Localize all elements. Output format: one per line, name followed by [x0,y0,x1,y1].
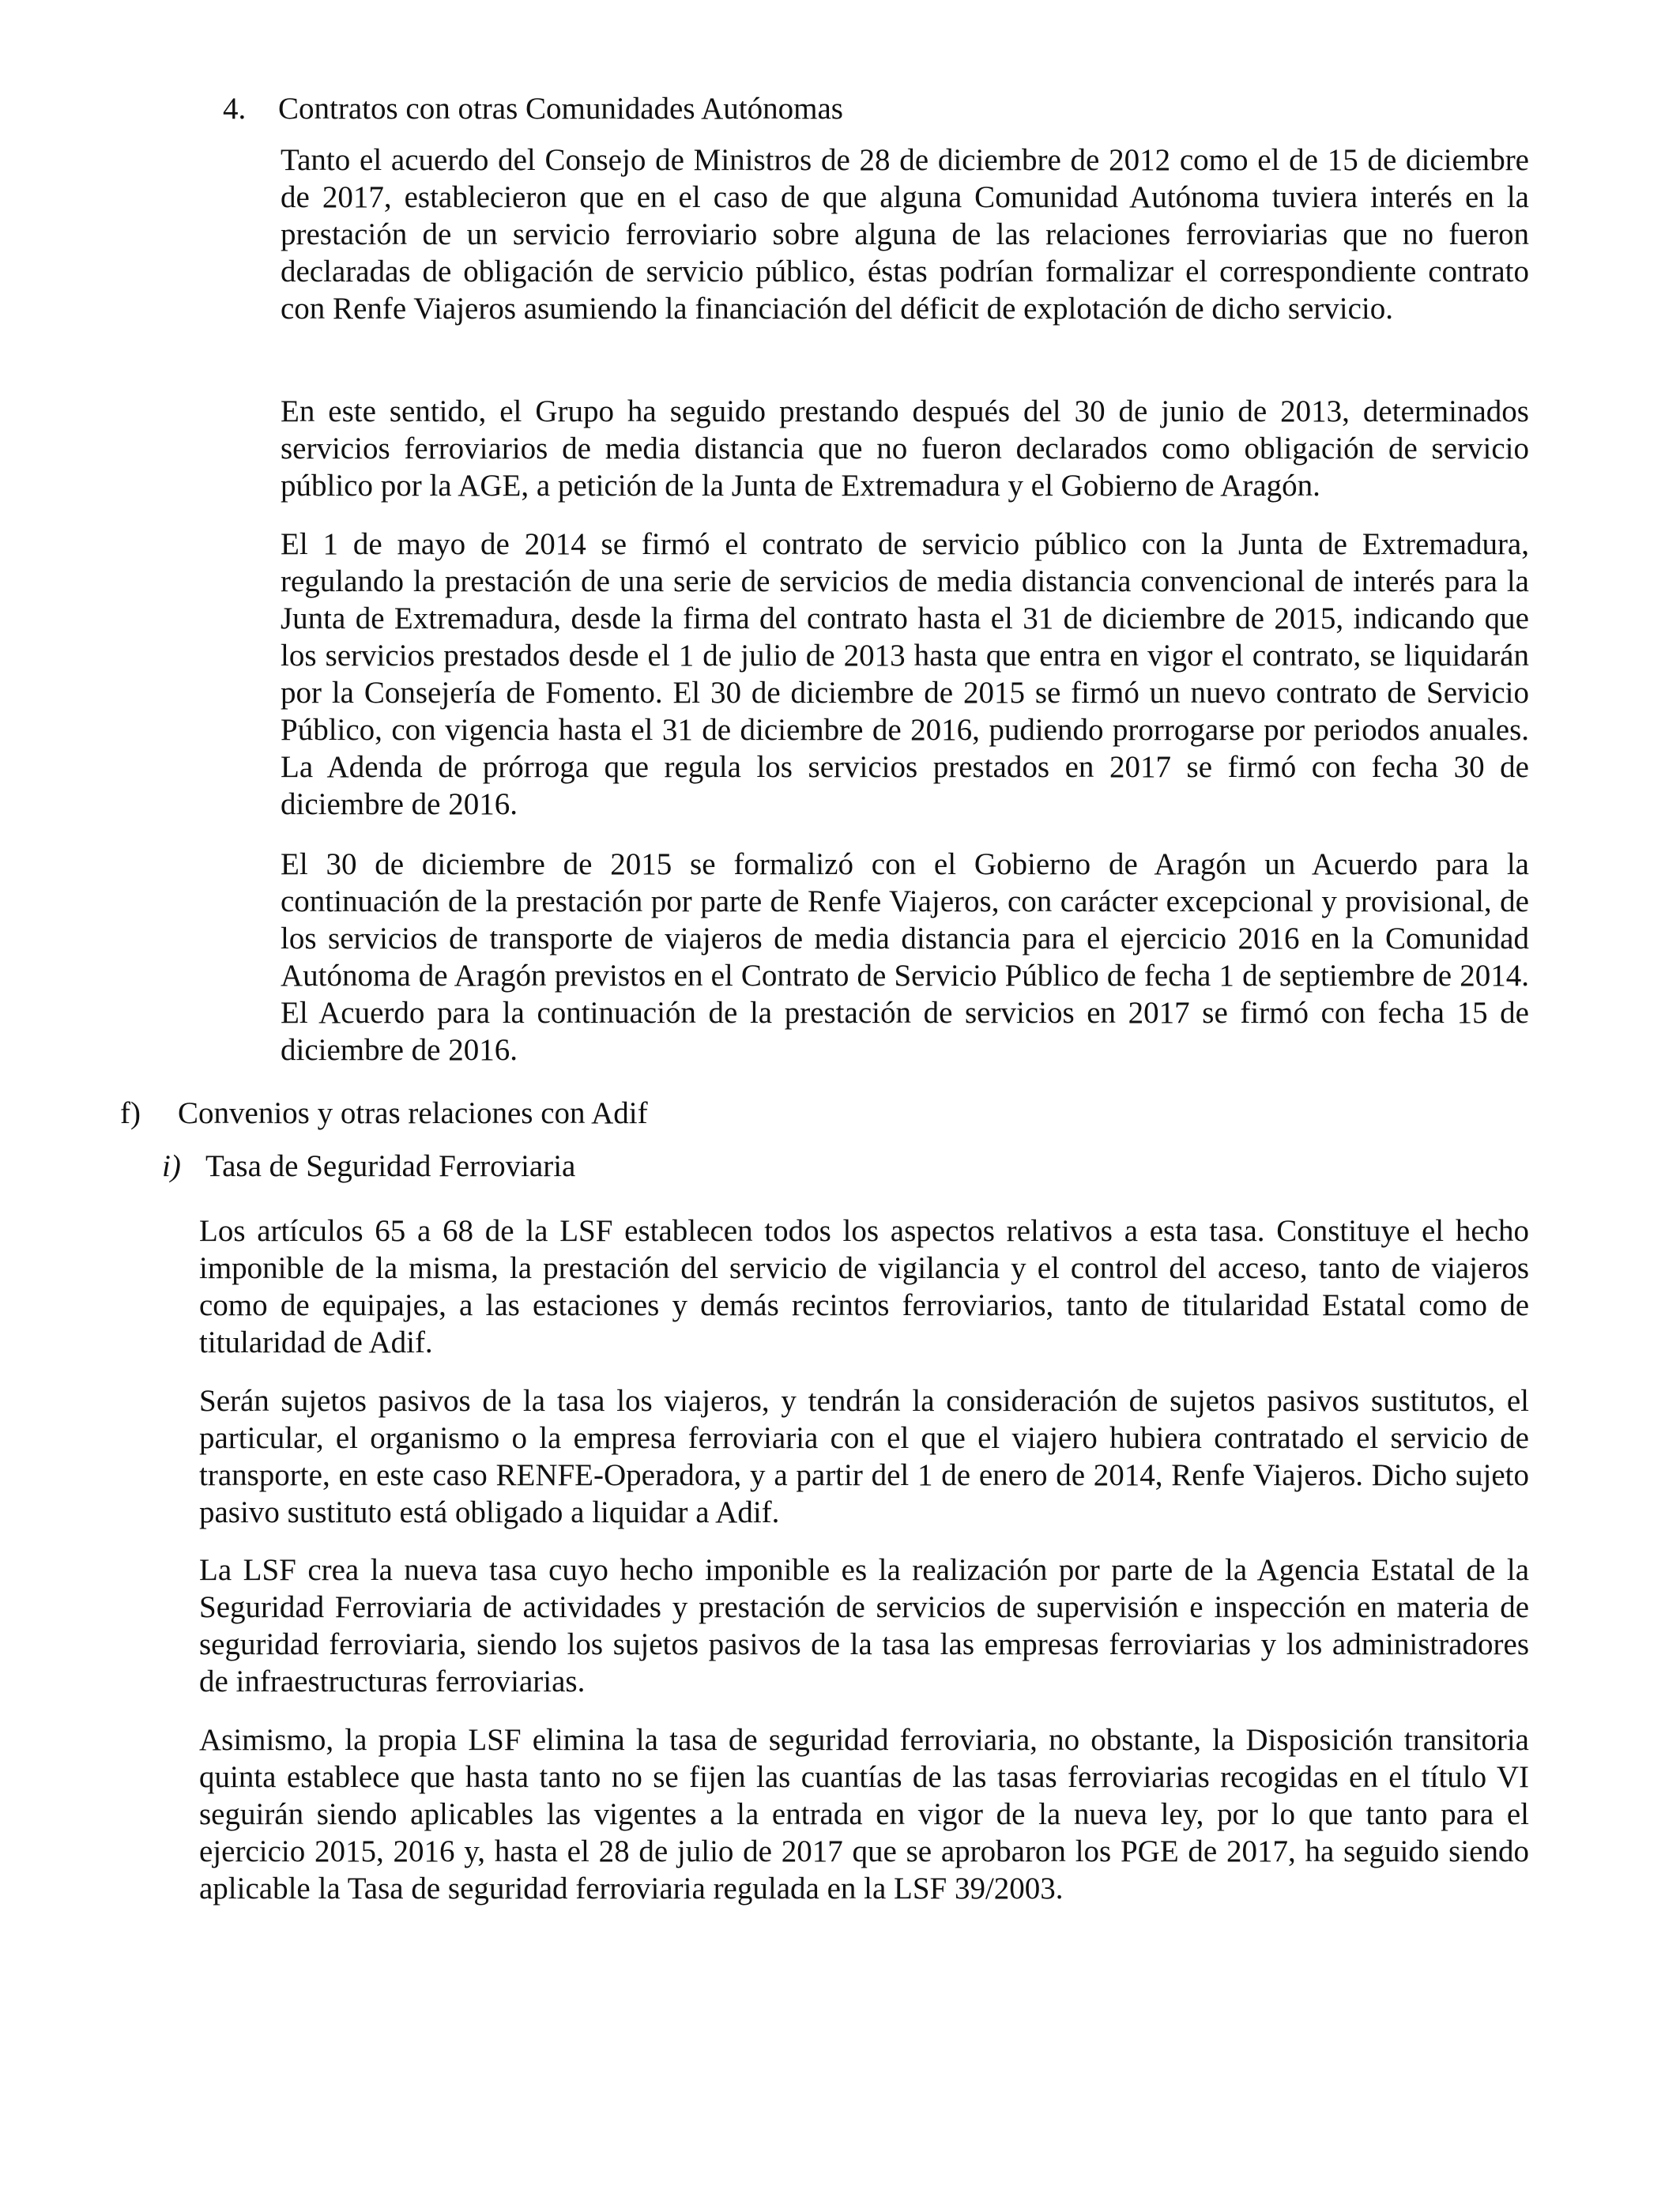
section-f-title: Convenios y otras relaciones con Adif [178,1096,648,1130]
subsection-i-paragraph-3: La LSF crea la nueva tasa cuyo hecho imponible es la realización por parte de la Agencia Estatal de la Seguridad Ferroviaria de actividades y prestación de servicios de supervisión e inspección en materia de seguridad ferroviaria, siendo los sujetos pasivos de la tasa las empresas ferroviarias y los administradores de infraestructuras ferroviarias. [199,1553,1529,1698]
subsection-i-paragraph-1: Los artículos 65 a 68 de la LSF establecen todos los aspectos relativos a esta tasa. Constituye el hecho imponible de la misma, la prestación del servicio de vigilancia y el control del acceso, tanto de viajeros como de equipajes, a las estaciones y demás recintos ferroviarios, tanto de titularidad Estatal como de titularidad de Adif. [199,1214,1529,1359]
section-4-paragraph-3: El 1 de mayo de 2014 se firmó el contrato de servicio público con la Junta de Extremadura, regulando la prestación de una serie de servicios de media distancia convencional de interés para la Junta de Extremadura, desde la firma del contrato hasta el 31 de diciembre de 2015, indicando que los servicios prestados desde el 1 de julio de 2013 hasta que entra en vigor el contrato, se liquidarán por la Consejería de Fomento. El 30 de diciembre de 2015 se firmó un nuevo contrato de Servicio Público, con vigencia hasta el 31 de diciembre de 2016, pudiendo prorrogarse por periodos anuales. La Adenda de prórroga que regula los servicios prestados en 2017 se firmó con fecha 30 de diciembre de 2016. [281,527,1529,821]
section-4-paragraph-2: En este sentido, el Grupo ha seguido prestando después del 30 de junio de 2013, determinados servicios ferroviarios de media distancia que no fueron declarados como obligación de servicio público por la AGE, a petición de la Junta de Extremadura y el Gobierno de Aragón. [281,394,1529,503]
section-4-title: Contratos con otras Comunidades Autónomas [278,92,843,126]
section-4-paragraph-1: Tanto el acuerdo del Consejo de Ministros de 28 de diciembre de 2012 como el de 15 de diciembre de 2017, establecieron que en el caso de que alguna Comunidad Autónoma tuviera interés en la prestación de un servicio ferroviario sobre alguna de las relaciones ferroviarias que no fueron declaradas de obligación de servicio público, éstas podrían formalizar el correspondiente contrato con Renfe Viajeros asumiendo la financiación del déficit de explotación de dicho servicio. [281,143,1529,326]
subsection-i-title: Tasa de Seguridad Ferroviaria [205,1149,576,1183]
subsection-i-paragraph-4: Asimismo, la propia LSF elimina la tasa de seguridad ferroviaria, no obstante, la Disposición transitoria quinta establece que hasta tanto no se fijen las cuantías de las tasas ferroviarias recogidas en el título VI seguirán siendo aplicables las vigentes a la entrada en vigor de la nueva ley, por lo que tanto para el ejercicio 2015, 2016 y, hasta el 28 de julio de 2017 que se aprobaron los PGE de 2017, ha seguido siendo aplicable la Tasa de seguridad ferroviaria regulada en la LSF 39/2003. [199,1723,1529,1906]
subsection-i-paragraph-2: Serán sujetos pasivos de la tasa los viajeros, y tendrán la consideración de sujetos pasivos sustitutos, el particular, el organismo o la empresa ferroviaria con el que el viajero hubiera contratado el servicio de transporte, en este caso RENFE-Operadora, y a partir del 1 de enero de 2014, Renfe Viajeros. Dicho sujeto pasivo sustituto está obligado a liquidar a Adif. [199,1384,1529,1529]
section-f-marker: f) [120,1096,141,1130]
section-4-paragraph-4: El 30 de diciembre de 2015 se formalizó con el Gobierno de Aragón un Acuerdo para la continuación de la prestación por parte de Renfe Viajeros, con carácter excepcional y provisional, de los servicios de transporte de viajeros de media distancia para el ejercicio 2016 en la Comunidad Autónoma de Aragón previstos en el Contrato de Servicio Público de fecha 1 de septiembre de 2014. El Acuerdo para la continuación de la prestación de servicios en 2017 se firmó con fecha 15 de diciembre de 2016. [281,847,1529,1067]
subsection-i-marker: i) [162,1149,181,1183]
section-4-number: 4. [223,92,247,126]
